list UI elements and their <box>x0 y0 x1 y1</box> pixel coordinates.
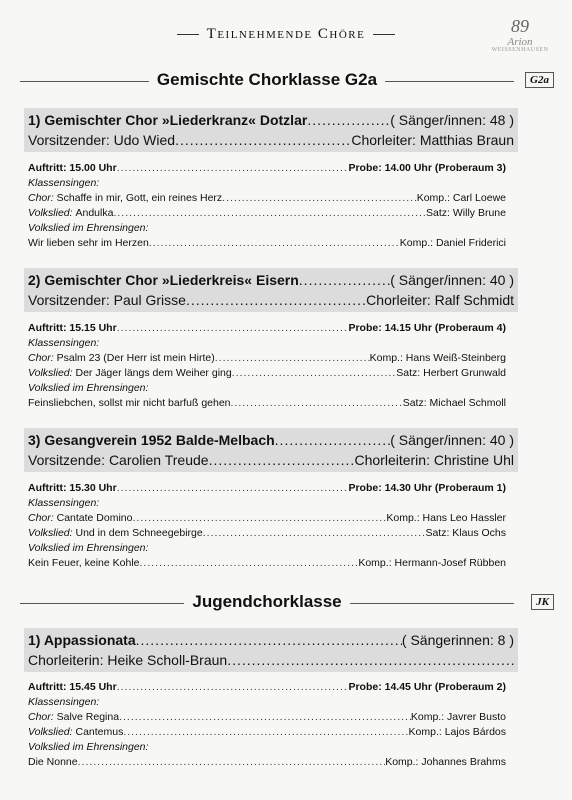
volkslied-credit: Satz: Herbert Grunwald <box>396 367 506 379</box>
choir-name: 1) Appassionata <box>28 632 136 648</box>
volkslied-label: Volkslied: <box>28 367 73 379</box>
auftritt-time: Auftritt: 15.00 Uhr <box>28 162 117 174</box>
leader-dots <box>113 206 426 221</box>
auftritt-time: Auftritt: 15.45 Uhr <box>28 681 117 693</box>
header-rule-right <box>373 34 395 35</box>
chor-song: Cantate Domino <box>56 512 133 524</box>
leader-dots <box>117 161 349 176</box>
ehrensingen-credit: Komp.: Hermann-Josef Rübben <box>358 557 506 569</box>
class-title: Jugendchorklasse <box>184 592 349 611</box>
leader-dots <box>78 755 386 770</box>
volkslied-song: Und in dem Schneegebirge <box>75 527 203 539</box>
auftritt-time: Auftritt: 15.15 Uhr <box>28 322 117 334</box>
klassensingen-label: Klassensingen: <box>28 497 100 509</box>
leader-dots <box>307 110 390 130</box>
probe-time: Probe: 14.00 Uhr (Proberaum 3) <box>348 162 506 174</box>
klassensingen-label: Klassensingen: <box>28 696 100 708</box>
chor-label: Chor: <box>28 192 54 204</box>
choir-chair: Chorleiterin: Heike Scholl-Braun <box>28 652 228 668</box>
chor-label: Chor: <box>28 512 54 524</box>
page-number-block <box>490 16 550 53</box>
choir-name: 1) Gemischter Chor »Liederkranz« Dotzlar <box>28 112 308 128</box>
choir-chair: Vorsitzender: Paul Grisse <box>28 292 186 308</box>
leader-dots <box>227 650 514 670</box>
choir-details <box>28 321 506 411</box>
page-number: 89 <box>511 16 529 36</box>
choir-singers: ( Sänger/innen: 48 ) <box>390 112 514 128</box>
leader-dots <box>299 270 390 290</box>
probe-time: Probe: 14.45 Uhr (Proberaum 2) <box>348 681 506 693</box>
volkslied-song: Andulka <box>75 207 114 219</box>
brand-logo-text: Arion <box>507 36 533 48</box>
leader-dots <box>231 396 403 411</box>
leader-dots <box>203 526 426 541</box>
volkslied-credit: Komp.: Lajos Bárdos <box>408 726 506 738</box>
choir-conductor: Chorleiterin: Christine Uhl <box>354 452 514 468</box>
ehrensingen-credit: Komp.: Johannes Brahms <box>385 756 506 768</box>
klassensingen-label: Klassensingen: <box>28 177 100 189</box>
class-heading-g2a <box>20 70 554 92</box>
volkslied-label: Volkslied: <box>28 207 73 219</box>
ehrensingen-label: Volkslied im Ehrensingen: <box>28 542 149 554</box>
chor-credit: Komp.: Javrer Busto <box>410 711 506 723</box>
ehrensingen-label: Volkslied im Ehrensingen: <box>28 382 149 394</box>
choir-header <box>24 108 518 152</box>
leader-dots <box>186 290 366 310</box>
leader-dots <box>117 321 349 336</box>
leader-dots <box>132 511 386 526</box>
chor-song: Schaffe in mir, Gott, ein reines Herz <box>56 192 223 204</box>
ehrensingen-song: Wir lieben sehr im Herzen <box>28 237 149 249</box>
ehrensingen-song: Feinsliebchen, sollst mir nicht barfuß gehen <box>28 397 231 409</box>
ehrensingen-label: Volkslied im Ehrensingen: <box>28 222 149 234</box>
leader-dots <box>209 450 355 470</box>
klassensingen-label: Klassensingen: <box>28 337 100 349</box>
ehrensingen-song: Die Nonne <box>28 756 78 768</box>
ehrensingen-song: Kein Feuer, keine Kohle <box>28 557 140 569</box>
choir-chair: Vorsitzende: Carolien Treude <box>28 452 209 468</box>
chor-label: Chor: <box>28 352 54 364</box>
brand-sub-text: WEISSENHAUSEN <box>491 47 549 53</box>
chor-song: Salve Regina <box>56 711 120 723</box>
choir-header <box>24 268 518 312</box>
volkslied-credit: Satz: Willy Brune <box>426 207 506 219</box>
choir-singers: ( Sänger/innen: 40 ) <box>390 272 514 288</box>
choir-singers: ( Sänger/innen: 40 ) <box>390 432 514 448</box>
leader-dots <box>215 351 370 366</box>
leader-dots <box>232 366 397 381</box>
leader-dots <box>175 130 351 150</box>
leader-dots <box>119 710 411 725</box>
leader-dots <box>117 481 349 496</box>
chor-label: Chor: <box>28 711 54 723</box>
volkslied-song: Der Jäger längs dem Weiher ging <box>75 367 232 379</box>
leader-dots <box>140 556 359 571</box>
auftritt-time: Auftritt: 15.30 Uhr <box>28 482 117 494</box>
chor-credit: Komp.: Carl Loewe <box>416 192 506 204</box>
ehrensingen-credit: Satz: Michael Schmoll <box>402 397 506 409</box>
choir-header <box>24 628 518 672</box>
choir-details <box>28 481 506 571</box>
volkslied-label: Volkslied: <box>28 527 73 539</box>
leader-dots <box>123 725 408 740</box>
header-rule-left <box>177 34 199 35</box>
choir-singers: ( Sängerinnen: 8 ) <box>401 632 514 648</box>
class-badge: G2a <box>525 72 554 88</box>
page-header <box>0 26 572 43</box>
leader-dots <box>222 191 417 206</box>
choir-chair: Vorsitzender: Udo Wied <box>28 132 176 148</box>
choir-name: 3) Gesangverein 1952 Balde-Melbach <box>28 432 275 448</box>
choir-conductor: Chorleiter: Matthias Braun <box>351 132 514 148</box>
leader-dots <box>275 430 391 450</box>
choir-name: 2) Gemischter Chor »Liederkreis« Eisern <box>28 272 299 288</box>
leader-dots <box>149 236 400 251</box>
choir-header <box>24 428 518 472</box>
class-badge: JK <box>531 594 554 610</box>
probe-time: Probe: 14.30 Uhr (Proberaum 1) <box>348 482 506 494</box>
class-heading-jk <box>20 592 554 614</box>
leader-dots <box>117 680 349 695</box>
chor-credit: Komp.: Hans Leo Hassler <box>386 512 506 524</box>
ehrensingen-label: Volkslied im Ehrensingen: <box>28 741 149 753</box>
volkslied-credit: Satz: Klaus Ochs <box>425 527 506 539</box>
class-title: Gemischte Chorklasse G2a <box>149 70 385 89</box>
choir-conductor: Chorleiter: Ralf Schmidt <box>366 292 514 308</box>
volkslied-song: Cantemus <box>75 726 124 738</box>
volkslied-label: Volkslied: <box>28 726 73 738</box>
choir-details <box>28 680 506 770</box>
chor-song: Psalm 23 (Der Herr ist mein Hirte) <box>56 352 215 364</box>
chor-credit: Komp.: Hans Weiß-Steinberg <box>369 352 506 364</box>
page-title: Teilnehmende Chöre <box>206 26 366 42</box>
probe-time: Probe: 14.15 Uhr (Proberaum 4) <box>348 322 506 334</box>
leader-dots <box>136 630 402 650</box>
ehrensingen-credit: Komp.: Daniel Friderici <box>399 237 506 249</box>
choir-details <box>28 161 506 251</box>
